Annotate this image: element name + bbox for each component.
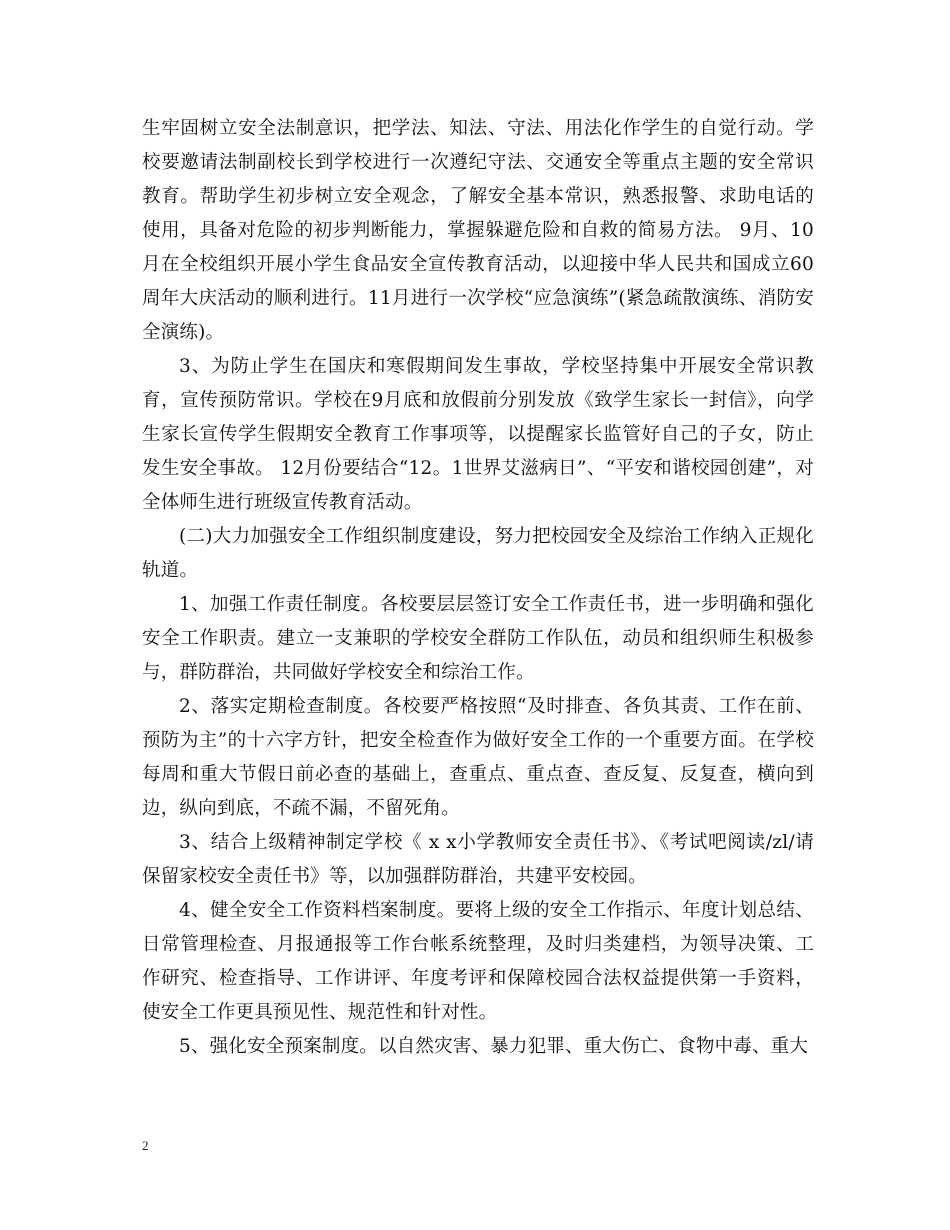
paragraph-3: (二)大力加强安全工作组织制度建设，努力把校园安全及综治工作纳入正规化轨道。 [142,526,814,581]
paragraph-2: 3、为防止学生在国庆和寒假期间发生事故，学校坚持集中开展安全常识教育，宣传预防常识。学校在9月底和放假前分别发放《致学生家长一封信》，向学生家长宣传学生假期安全教育工作事项等，以提醒家长监管好自己的子女，防止发生安全事故。 12月份要结合“12。1世界艾滋病日”、“平安和谐校园创建”，对全体师生进行班级宣传教育活动。 [142,356,814,513]
paragraph-5: 2、落实定期检查制度。各校要严格按照“及时排查、各负其责、工作在前、预防为主”的十六字方针，把安全检查作为做好安全工作的一个重要方面。在学校每周和重大节假日前必查的基础上，查重点、重点查、查反复、反复查，横向到边，纵向到底，不疏不漏，不留死角。 [142,696,814,819]
paragraph-8: 5、强化安全预案制度。以自然灾害、暴力犯罪、重大伤亡、食物中毒、重大 [179,1036,809,1057]
paragraph-1: 生牢固树立安全法制意识，把学法、知法、守法、用法化作学生的自觉行动。学校要邀请法制副校长到学校进行一次遵纪守法、交通安全等重点主题的安全常识教育。帮助学生初步树立安全观念，了解安全基本常识，熟悉报警、求助电话的使用，具备对危险的初步判断能力，掌握躲避危险和自救的简易方法。 9月、10月在全校组织开展小学生食品安全宣传教育活动，以迎接中华人民共和国成立60周年大庆活动的顺利进行。11月进行一次学校“应急演练”(紧急疏散演练、消防安全演练)。 [142,118,814,343]
page-number: 2 [142,1138,149,1153]
paragraph-7: 4、健全安全工作资料档案制度。要将上级的安全工作指示、年度计划总结、日常管理检查、月报通报等工作台帐系统整理，及时归类建档，为领导决策、工作研究、检查指导、工作讲评、年度考评和保障校园合法权益提供第一手资料，使安全工作更具预见性、规范性和针对性。 [142,900,814,1023]
paragraph-6: 3、结合上级精神制定学校《 x x小学教师安全责任书》、《考试吧阅读/zl/请保留家校安全责任书》等，以加强群防群治，共建平安校园。 [142,832,814,887]
paragraph-4: 1、加强工作责任制度。各校要层层签订安全工作责任书，进一步明确和强化安全工作职责。建立一支兼职的学校安全群防工作队伍，动员和组织师生积极参与，群防群治，共同做好学校安全和综治工作。 [142,594,814,683]
document-body [142,112,814,1064]
